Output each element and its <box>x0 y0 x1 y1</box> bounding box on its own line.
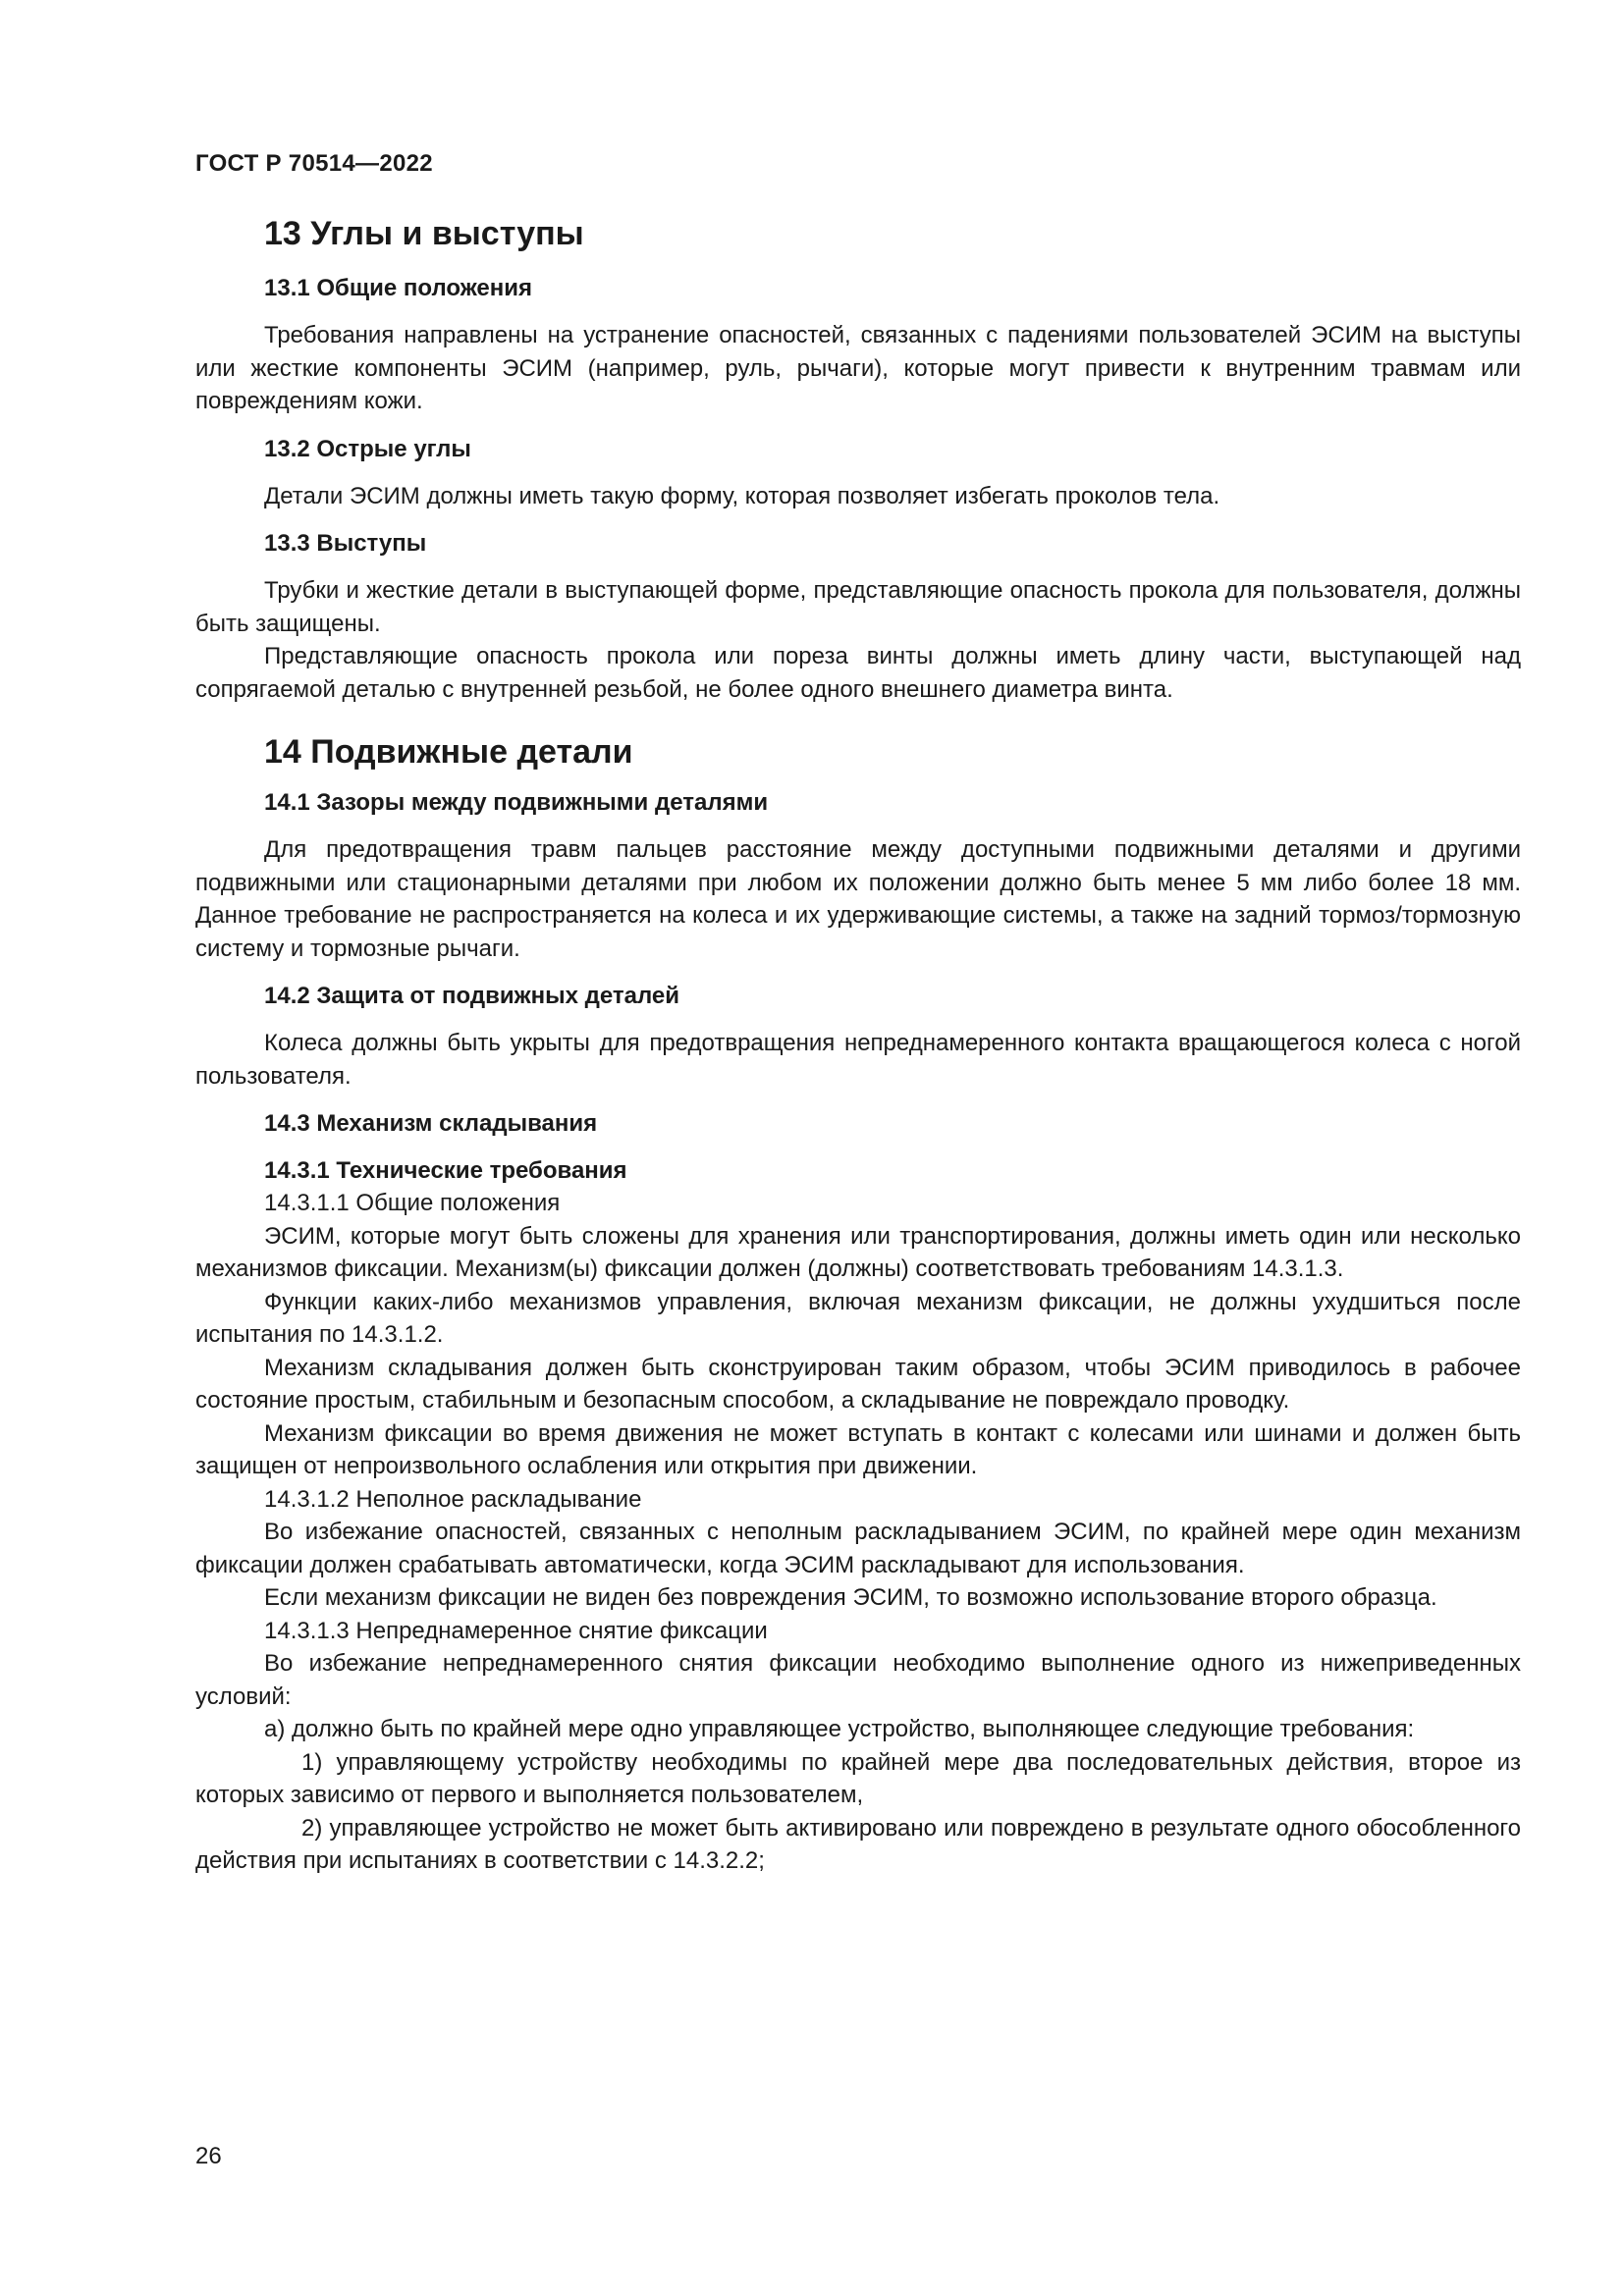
section-14-3-title: 14.3 Механизм складывания <box>264 1110 598 1137</box>
list-item: а) должно быть по крайней мере одно управляющее устройство, выполняющее следующие требования: <box>264 1716 1415 1742</box>
paragraph: Механизм фиксации во время движения не может вступать в контакт с колесами или шинами и должен быть защищен от непроизвольного ослабления или открытия при движении. <box>195 1419 1521 1479</box>
section-14-title: 14 Подвижные детали <box>264 733 633 771</box>
list-item: 1) управляющему устройству необходимы по крайней мере два последовательных действия, второе из которых зависимо от первого и выполняется пользователем, <box>195 1748 1521 1808</box>
subsection-14-3-1-2-title: 14.3.1.2 Неполное раскладывание <box>264 1485 642 1513</box>
section-13-2-title: 13.2 Острые углы <box>264 435 471 462</box>
paragraph: ЭСИМ, которые могут быть сложены для хранения или транспортирования, должны иметь один или несколько механизмов фиксации. Механизм(ы) фиксации должен (должны) соответствовать требованиям 14.3.1.3. <box>195 1222 1521 1282</box>
section-13-title: 13 Углы и выступы <box>264 215 584 252</box>
page-content <box>195 212 1521 1878</box>
paragraph: Во избежание опасностей, связанных с неполным раскладыванием ЭСИМ, по крайней мере один механизм фиксации должен срабатывать автоматически, когда ЭСИМ раскладывают для использования. <box>195 1519 1521 1578</box>
paragraph: Детали ЭСИМ должны иметь такую форму, которая позволяет избегать проколов тела. <box>264 482 1220 509</box>
section-13-3-title: 13.3 Выступы <box>264 530 427 557</box>
paragraph: Механизм складывания должен быть сконструирован таким образом, чтобы ЭСИМ приводилось в рабочее состояние простым, стабильным и безопасным способом, а складывание не повреждало проводку. <box>195 1354 1521 1414</box>
page-number: 26 <box>195 2143 222 2169</box>
paragraph: Колеса должны быть укрыты для предотвращения непреднамеренного контакта вращающегося колеса с ногой пользователя. <box>195 1030 1521 1090</box>
paragraph: Для предотвращения травм пальцев расстояние между доступными подвижными деталями и другими подвижными или стационарными деталями при любом их положении должно быть менее 5 мм либо более 18 мм. Данное требование не распространяется на колеса и их удерживающие системы, а также на задний тормоз/тормозную систему и тормозные рычаги. <box>195 836 1521 962</box>
list-item: 2) управляющее устройство не может быть активировано или повреждено в результате одного обособленного действия при испытаниях в соответствии с 14.3.2.2; <box>195 1814 1521 1874</box>
paragraph: Требования направлены на устранение опасностей, связанных с падениями пользователей ЭСИМ на выступы или жесткие компоненты ЭСИМ (например, руль, рычаги), которые могут привести к внутренним травмам или повреждениям кожи. <box>195 322 1521 414</box>
paragraph: Функции каких-либо механизмов управления, включая механизм фиксации, не должны ухудшиться после испытания по 14.3.1.2. <box>195 1288 1521 1348</box>
subsection-14-3-1-1-title: 14.3.1.1 Общие положения <box>264 1190 561 1216</box>
section-14-2-title: 14.2 Защита от подвижных деталей <box>264 983 680 1009</box>
paragraph: Если механизм фиксации не виден без повреждения ЭСИМ, то возможно использование второго образца. <box>264 1584 1437 1611</box>
subsection-14-3-1-3-title: 14.3.1.3 Непреднамеренное снятие фиксации <box>264 1617 768 1644</box>
paragraph: Представляющие опасность прокола или пореза винты должны иметь длину части, выступающей над сопрягаемой деталью с внутренней резьбой, не более одного внешнего диаметра винта. <box>195 643 1521 703</box>
document-header: ГОСТ Р 70514—2022 <box>195 150 433 177</box>
section-14-3-1-title: 14.3.1 Технические требования <box>264 1157 627 1184</box>
paragraph: Трубки и жесткие детали в выступающей форме, представляющие опасность прокола для пользователя, должны быть защищены. <box>195 577 1521 637</box>
paragraph: Во избежание непреднамеренного снятия фиксации необходимо выполнение одного из нижеприведенных условий: <box>195 1650 1521 1710</box>
section-13-1-title: 13.1 Общие положения <box>264 275 533 301</box>
section-14-1-title: 14.1 Зазоры между подвижными деталями <box>264 789 769 816</box>
